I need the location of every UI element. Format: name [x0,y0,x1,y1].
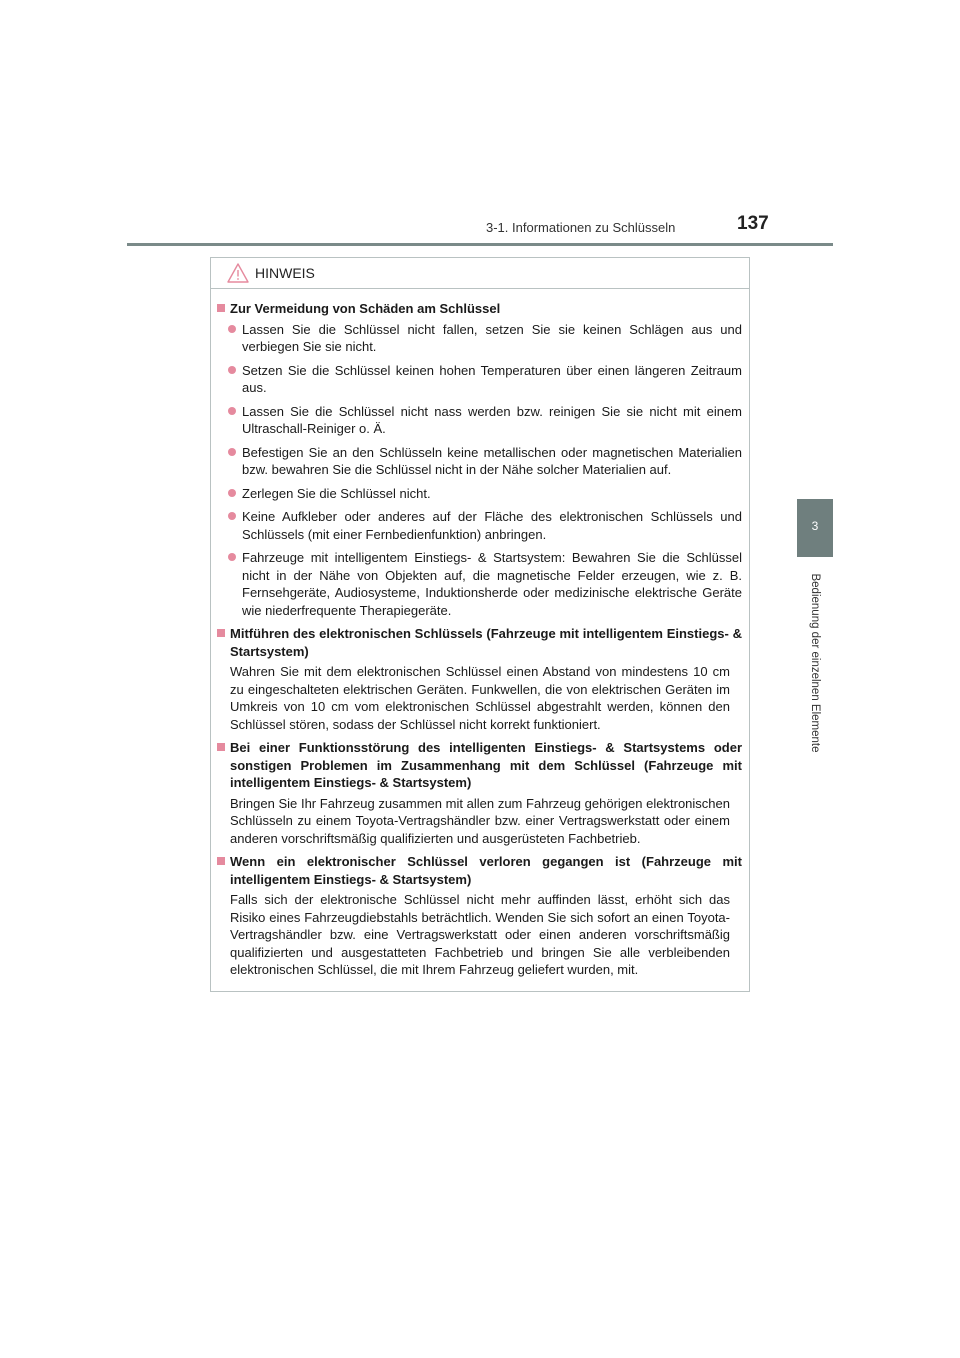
list-item-text: Setzen Sie die Schlüssel keinen hohen Temperaturen über einen längeren Zeitraum aus. [242,362,742,395]
page-number: 137 [737,213,769,234]
list-item [228,444,742,479]
section-heading-text: Mitführen des elektronischen Schlüssels (Fahrzeuge mit intelligentem Einstiegs- & Startsystem) [230,626,742,659]
section-square-icon [217,743,225,751]
list-item [228,403,742,438]
notice-body [211,289,749,979]
section-malfunction [216,739,742,847]
list-item-text: Lassen Sie die Schlüssel nicht nass werden bzw. reinigen Sie sie nicht mit einem Ultraschall-Reiniger o. Ä. [242,403,742,436]
section-heading [216,625,742,660]
section-key-damage [216,300,742,619]
chapter-tab [797,499,833,557]
list-item [228,508,742,543]
notice-box [210,257,750,992]
bullet-dot-icon [228,489,236,497]
section-heading [216,739,742,792]
list-item-text: Keine Aufkleber oder anderes auf der Fläche des elektronischen Schlüssels und Schlüssels (mit einer Fernbedienfunktion) anbringen. [242,509,742,542]
chapter-tab-number: 3 [811,519,819,533]
list-item [228,362,742,397]
bullet-dot-icon [228,366,236,374]
header-title: 3-1. Informationen zu Schlüsseln [486,220,676,235]
section-heading-text: Wenn ein elektronischer Schlüssel verloren gegangen ist (Fahrzeuge mit intelligentem Einstiegs- & Startsystem) [230,854,742,887]
bullet-dot-icon [228,325,236,333]
section-paragraph: Bringen Sie Ihr Fahrzeug zusammen mit allen zum Fahrzeug gehörigen elektronischen Schlüsseln zu einem Toyota-Vertragshändler bzw. einer Vertragswerkstatt oder einem anderen vorschriftsmäßig qualifizierten und ausgerüsteten Fachbetrieb. [230,795,730,846]
section-paragraph: Falls sich der elektronische Schlüssel nicht mehr auffinden lässt, erhöht sich das Risiko eines Fahrzeugdiebstahls beträchtlich. Wenden Sie sich sofort an einen Toyota-Vertragshändler bzw. eine Vertragswerkstatt oder einen anderen vorschriftsmäßig qualifizierten und ausgestatteten Fachbetrieb und bringen Sie alle verbleibenden elektronischen Schlüssel, die mit Ihrem Fahrzeug geliefert wurden, mit. [230,892,730,977]
section-heading-text: Zur Vermeidung von Schäden am Schlüssel [230,301,501,316]
bullet-dot-icon [228,448,236,456]
list-item [228,549,742,619]
bullet-dot-icon [228,553,236,561]
section-paragraph: Wahren Sie mit dem elektronischen Schlüssel einen Abstand von mindestens 10 cm zu eingeschalteten elektrischen Geräten. Funkwellen, die von elektrischen Geräten im Umkreis von 10 cm vom elektronischen Schlüssel abgestrahlt werden, können den Schlüssel stören, sodass der Schlüssel nicht korrekt funktioniert. [230,664,730,732]
notice-title: HINWEIS [255,265,315,281]
bullet-dot-icon [228,512,236,520]
section-lost-key [216,853,742,979]
list-item-text: Fahrzeuge mit intelligentem Einstiegs- & Startsystem: Bewahren Sie die Schlüssel nicht in der Nähe von Objekten auf, die magnetische Felder erzeugen, wie z. B. Fernsehgeräte, Audiosysteme, Induktionsherde oder medizinische elektrische Geräte wie niederfrequente Therapiegeräte. [242,550,742,618]
section-square-icon [217,857,225,865]
section-heading [216,853,742,888]
section-square-icon [217,629,225,637]
warning-triangle-icon [227,263,249,283]
list-item-text: Zerlegen Sie die Schlüssel nicht. [242,485,431,501]
list-item-text: Lassen Sie die Schlüssel nicht fallen, setzen Sie sie keinen Schlägen aus und verbiegen Sie sie nicht. [242,321,742,354]
list-item [228,485,742,503]
list-item-text: Befestigen Sie an den Schlüsseln keine metallischen oder magnetischen Materialien bzw. bewahren Sie die Schlüssel nicht in der Nähe solcher Materialien auf. [242,444,742,477]
section-carrying-key [216,625,742,733]
section-heading [216,300,742,318]
section-square-icon [217,304,225,312]
chapter-side-label-text: Bedienung der einzelnen Elemente [809,573,821,753]
section-heading-text: Bei einer Funktionsstörung des intelligenten Einstiegs- & Startsystems oder sonstigen Problemen im Zusammenhang mit dem Schlüssel (Fahrzeuge mit intelligentem Einstiegs- & Startsystem) [230,740,742,790]
notice-header [211,258,749,289]
header-rule [127,243,833,246]
list-item [228,321,742,356]
bullet-dot-icon [228,407,236,415]
